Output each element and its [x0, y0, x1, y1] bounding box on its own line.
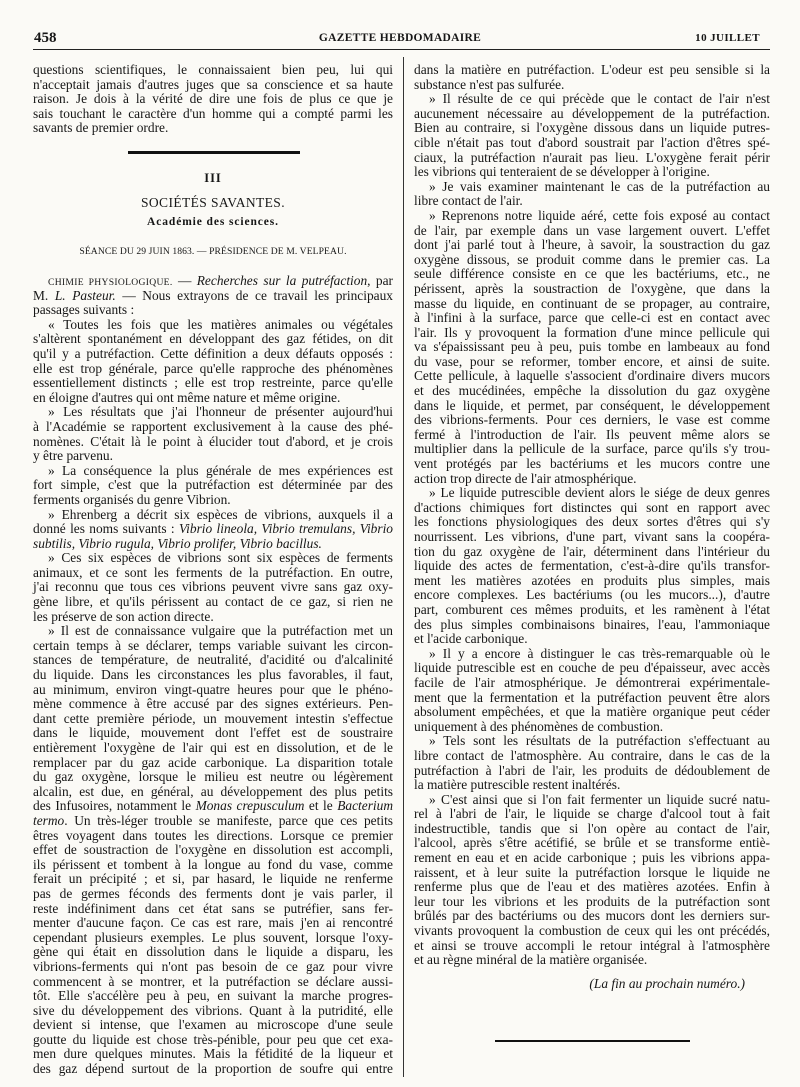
- line-text: rement en eau et en acide carbonique ; puis les vibrions appa-: [414, 850, 770, 866]
- text-line: [33, 726, 393, 741]
- line-text: [33, 813, 393, 828]
- text-line: [414, 297, 770, 312]
- text-run: — Nous extrayons de ce travail les principaux: [115, 287, 393, 303]
- text-line: [33, 347, 393, 362]
- text-line: [33, 362, 393, 377]
- text-line: [414, 340, 770, 355]
- line-text: » Les résultats que j'ai l'honneur de présenter aujourd'hui: [48, 404, 393, 420]
- text-line: [33, 391, 393, 406]
- text-line: [414, 326, 770, 341]
- line-text: qu'il y a putréfaction. Cette définition a deux défauts opposés :: [33, 345, 393, 361]
- line-text: et l'acide carbonique.: [414, 631, 528, 647]
- line-text: part, comburent ces mêmes produits, et les ramènent à l'état: [414, 601, 770, 617]
- line-text: l'air. Ils y provoquent la formation d'une mince pellicule qui: [414, 324, 770, 340]
- line-text: et ainsi se trouve accompli le retour intégral à l'atmosphère: [414, 937, 770, 953]
- text-line: [33, 872, 393, 887]
- text-line: [414, 632, 770, 647]
- line-text: cible n'était pas tout d'abord soustrait par l'action d'êtres spé-: [414, 134, 770, 150]
- text-line: [33, 274, 393, 289]
- line-text: devient si intense, que l'examen au microscope d'une seule: [33, 1017, 393, 1033]
- paragraph: [414, 92, 770, 180]
- end-rule: [495, 1040, 690, 1042]
- text-line: [33, 975, 393, 990]
- line-text: à l'infini à la surface, parce que celle-ci est en contact avec: [414, 310, 770, 326]
- italic-text: L. Pasteur.: [54, 287, 116, 303]
- line-text: et des mucédinées, empêche la dissolution du gaz oxygène: [414, 383, 770, 399]
- line-text: » Le liquide putrescible devient alors le siége de deux genres: [429, 485, 770, 501]
- line-text: » Il est de connaissance vulgaire que la putréfaction met un: [48, 623, 393, 639]
- continuation-note: (La fin au prochain numéro.): [589, 975, 745, 991]
- text-line: [414, 953, 770, 968]
- text-line: [414, 909, 770, 924]
- text-line: [414, 413, 770, 428]
- line-text: s'altèrent spontanément en développant des gaz fétides, on dit: [33, 331, 393, 347]
- text-line: [414, 939, 770, 954]
- text-line: [33, 420, 393, 435]
- text-run: , par: [367, 273, 394, 288]
- text-line: [33, 916, 393, 931]
- italic-text: subtilis, Vibrio rugula, Vibrio prolifer, Vibrio bacillus.: [33, 535, 322, 551]
- text-line: [414, 369, 770, 384]
- text-line: [33, 435, 393, 450]
- text-line: [414, 515, 770, 530]
- italic-text: Bacterium: [337, 798, 393, 814]
- text-line: [414, 851, 770, 866]
- text-line: [414, 734, 770, 749]
- line-text: [33, 536, 322, 551]
- line-text: tôt. Elle s'accélère peu à peu, en suivant la marche progres-: [33, 988, 393, 1004]
- text-line: [33, 624, 393, 639]
- line-text: la matière putrescible restent inaltérés.: [414, 777, 621, 793]
- line-text: gène qui était en dissolution dans le liquide a disparu, les: [33, 944, 393, 960]
- paragraph: [33, 551, 393, 624]
- line-text: pas de germes féconds des ferments dont je vais parler, il: [33, 885, 393, 901]
- text-line: [33, 464, 393, 479]
- line-text: » La conséquence la plus générale de mes expériences est: [48, 462, 393, 478]
- text-line: [33, 814, 393, 829]
- line-text: du gaz oxygène, lorsque le milieu est neutre ou légèrement: [33, 769, 393, 785]
- text-line: [33, 653, 393, 668]
- line-text: indestructible, tandis que si l'on opère au contact de l'air,: [414, 820, 770, 836]
- line-text: remplacer par du gaz acide carbonique. La disparition totale: [33, 754, 393, 770]
- line-text: renferme plus que de l'eau et des matières azotées. Enfin à: [414, 879, 770, 895]
- text-line: [414, 559, 770, 574]
- text-line: [33, 537, 393, 552]
- text-line: [33, 989, 393, 1004]
- line-text: en éloigne d'autres qui ont même nature et même origine.: [33, 389, 341, 405]
- paragraph: [33, 464, 393, 508]
- text-line: [414, 355, 770, 370]
- text-run: des Infusoires, notamment le: [33, 798, 196, 814]
- paragraph: [33, 318, 393, 406]
- line-text: aucunement nécessaire au développement de la putréfaction.: [414, 105, 770, 121]
- text-line: [33, 756, 393, 771]
- text-line: [414, 618, 770, 633]
- line-text: dans le liquide, et permet, par conséquent, le développement: [414, 397, 770, 413]
- text-line: [33, 522, 393, 537]
- line-text: » C'est ainsi que si l'on fait fermenter un liquide sucré natu-: [429, 791, 770, 807]
- text-line: [414, 63, 770, 78]
- right-column: [414, 63, 770, 991]
- text-line: [414, 924, 770, 939]
- text-line: [33, 289, 393, 304]
- text-line: [414, 457, 770, 472]
- text-line: [33, 449, 393, 464]
- text-line: [414, 209, 770, 224]
- line-text: du liquide. Dans les circonstances les plus favorables, il faut,: [33, 667, 393, 683]
- paragraph: [414, 734, 770, 792]
- line-text: dans le liquide, mouvement dont l'effet est de soustraire: [33, 725, 393, 741]
- paragraph: [414, 209, 770, 486]
- text-run: —: [172, 273, 197, 288]
- text-line: [33, 78, 393, 93]
- text-run: donné les noms suivants :: [33, 521, 179, 537]
- line-text: animaux, et ce sont les ferments de la putréfaction. En outre,: [33, 564, 393, 580]
- text-line: [33, 1062, 393, 1077]
- paragraph: [414, 486, 770, 647]
- line-text: Bien au contraire, si l'oxygène dissous dans un liquide putres-: [414, 120, 770, 136]
- line-text: Cette pellicule, à laquelle s'associent d'ordinaire divers mucors: [414, 368, 770, 384]
- line-text: nourrissent. Les vibrions, d'une part, vivant sans la coopéra-: [414, 529, 770, 544]
- line-text: d'actions chimiques fort distinctes qui sont en rapport avec: [414, 499, 770, 515]
- right-column-article-body: [414, 92, 770, 968]
- line-text: putréfaction à l'abri de l'air, les produits de dédoublement de: [414, 762, 770, 778]
- paragraph: [414, 647, 770, 735]
- text-line: [414, 92, 770, 107]
- line-text: j'ai reconnu que tous ces vibrions peuvent vivre sans gaz oxy-: [33, 579, 393, 595]
- text-line: [33, 92, 393, 107]
- issue-date: 10 JUILLET: [695, 32, 760, 44]
- line-text: liquide des actes de fermentation, c'est-à-dire qu'ils transfor-: [414, 558, 770, 574]
- text-line: [414, 588, 770, 603]
- text-line: [414, 822, 770, 837]
- line-text: brûlés par des bactériums ou des mucors dont les derniers sur-: [414, 908, 770, 924]
- left-column-article-body: [33, 274, 393, 1077]
- line-text: stances de température, de neutralité, d'acidité ou d'alcalinité: [33, 652, 393, 668]
- line-text: et au règne minéral de la matière organisée.: [414, 952, 648, 968]
- text-line: [33, 741, 393, 756]
- text-line: [414, 793, 770, 808]
- line-text: êtres voyagent dans toutes les directions. Lorsque ce premier: [33, 827, 393, 843]
- line-text: » Il résulte de ce qui précède que le contact de l'air n'est: [429, 91, 770, 107]
- left-column-continued-text: [33, 63, 393, 136]
- text-line: [33, 902, 393, 917]
- line-text: des plus simples combinaisons binaires, l'eau, l'ammoniaque: [414, 616, 770, 632]
- line-text: les préserve de son action directe.: [33, 608, 214, 624]
- section-divider-rule: [128, 151, 300, 154]
- text-line: [414, 764, 770, 779]
- text-run: . Un très-léger trouble se manifeste, parce que ces petits: [64, 812, 393, 828]
- line-text: questions scientifiques, le connaissaient bien peu, lui qui: [33, 62, 393, 77]
- session-line: SÉANCE DU 29 JUIN 1863. — PRÉSIDENCE DE M. VELPEAU.: [79, 246, 347, 257]
- line-text: » Il y a encore à distinguer le cas très-remarquable où le: [429, 645, 770, 661]
- line-text: » Ces six espèces de vibrions sont six espèces de ferments: [48, 550, 393, 566]
- text-line: [414, 311, 770, 326]
- line-text: n'acceptait jamais d'autres juges que sa conscience et sa haute: [33, 76, 393, 92]
- text-line: [33, 843, 393, 858]
- paragraph: [33, 624, 393, 1076]
- text-line: [33, 107, 393, 122]
- smallcaps-text: CHIMIE PHYSIOLOGIQUE.: [48, 277, 173, 288]
- text-line: [414, 78, 770, 93]
- text-line: [33, 931, 393, 946]
- text-line: [33, 683, 393, 698]
- paragraph: [33, 274, 393, 318]
- text-line: [414, 472, 770, 487]
- text-line: [414, 501, 770, 516]
- line-text: les fonctions physiologiques des deux sortes d'êtres qui s'y: [414, 514, 770, 530]
- paragraph: [33, 63, 393, 136]
- text-line: [414, 647, 770, 662]
- paragraph: [33, 405, 393, 463]
- text-line: [33, 405, 393, 420]
- line-text: oxygène dissous, se produit comme dans le premier cas. La: [414, 251, 770, 267]
- text-line: [414, 107, 770, 122]
- text-line: [33, 121, 393, 136]
- text-line: [33, 508, 393, 523]
- text-line: [414, 574, 770, 589]
- page-number: 458: [34, 30, 57, 46]
- line-text: ciaux, la putréfaction n'aurait pas lieu. L'oxygène ferait périr: [414, 149, 770, 165]
- line-text: libre contact de l'atmosphère. Au contraire, dans le cas de la: [414, 747, 770, 763]
- section-title: SOCIÉTÉS SAVANTES.: [141, 195, 285, 210]
- text-line: [414, 545, 770, 560]
- line-text: des vibrions-ferments. Pour ces derniers, le vase est comme: [414, 412, 770, 428]
- text-line: [414, 676, 770, 691]
- text-line: [414, 880, 770, 895]
- text-line: [414, 399, 770, 414]
- text-line: [414, 165, 770, 180]
- text-line: [33, 376, 393, 391]
- text-line: [33, 945, 393, 960]
- line-text: [33, 798, 393, 813]
- line-text: rel à l'abri de l'air, le liquide se charge d'alcool tout à fait: [414, 806, 770, 822]
- text-line: [33, 493, 393, 508]
- line-text: savants de premier ordre.: [33, 120, 169, 136]
- line-text: entièrement l'oxygène de l'air qui est en dissolution, et de le: [33, 740, 393, 755]
- text-line: [414, 749, 770, 764]
- newspaper-title: GAZETTE HEBDOMADAIRE: [318, 32, 482, 44]
- text-line: [414, 428, 770, 443]
- line-text: va s'épaississant peu à peu, puis tombe en lambeaux au fond: [414, 339, 770, 355]
- text-line: [414, 661, 770, 676]
- line-text: masse du liquide, en continuant de se propager, au contraire,: [414, 295, 770, 311]
- line-text: alcalin, est due, en général, au développement des plus petits: [33, 783, 393, 799]
- text-line: [33, 668, 393, 683]
- text-line: [414, 180, 770, 195]
- italic-text: Recherches sur la putréfaction: [196, 273, 368, 288]
- line-text: ment les matières azotées en produits plus simples, mais: [414, 572, 770, 588]
- text-line: [414, 136, 770, 151]
- line-text: des gaz dépend surtout de la proportion de soufre qui entre: [33, 1061, 393, 1077]
- line-text: dans la matière en putréfaction. L'odeur est peu sensible si la: [414, 62, 770, 77]
- line-text: commencent à se montrer, et la putréfaction se déclare aussi-: [33, 973, 393, 989]
- paragraph: [414, 793, 770, 968]
- text-line: [414, 778, 770, 793]
- line-text: uniquement à des phénomènes de combustion.: [414, 718, 664, 734]
- text-run: et le: [304, 798, 338, 814]
- line-text: menter d'aucune façon. Ce cas est rare, mais j'en ai rencontré: [33, 915, 393, 931]
- text-line: [33, 1047, 393, 1062]
- line-text: ferait un précipité ; et si, par hasard, le liquide ne renferme: [33, 871, 393, 887]
- text-line: [414, 705, 770, 720]
- line-text: leur tour les vibrions et les produits de la putréfaction sont: [414, 893, 770, 909]
- line-text: périssent, après la soustraction de l'oxygène, que dans la: [414, 280, 770, 296]
- text-line: [414, 486, 770, 501]
- line-text: certain temps à se déclarer, temps variable suivant les circon-: [33, 637, 393, 653]
- line-text: absolument empêchées, et que la matière organique peut céder: [414, 704, 770, 720]
- text-line: [33, 858, 393, 873]
- text-line: [414, 224, 770, 239]
- italic-text: Monas crepusculum: [195, 798, 305, 814]
- paragraph: [414, 63, 770, 92]
- line-text: seule différence consiste en ce que les bactériums, etc., ne: [414, 266, 770, 282]
- paragraph: [414, 180, 770, 209]
- line-text: essentiellement distincts ; elle est trop restreinte, parce qu'elle: [33, 375, 393, 391]
- line-text: [33, 288, 393, 303]
- line-text: raison. Je dois à la vérité de dire une fois de plus ce que je: [33, 91, 393, 107]
- text-line: [33, 829, 393, 844]
- line-text: » Ehrenberg a décrit six espèces de vibrions, auxquels il a: [48, 506, 393, 522]
- text-line: [414, 530, 770, 545]
- line-text: libre contact de l'air.: [414, 193, 523, 209]
- italic-text: Vibrio lineola, Vibrio tremulans, Vibrio: [178, 521, 393, 537]
- section-number: III: [204, 171, 222, 185]
- column-divider: [403, 57, 404, 1077]
- line-text: au minimum, environ vingt-quatre heures pour que le phéno-: [33, 681, 393, 697]
- line-text: ils périssent et tombent à la longue au fond du vase, comme: [33, 856, 393, 872]
- text-line: [33, 566, 393, 581]
- text-line: [33, 785, 393, 800]
- line-text: raissent, et à leur suite la putréfaction lorsque le liquide ne: [414, 864, 770, 880]
- text-run: M.: [33, 287, 55, 303]
- line-text: y être parvenu.: [33, 448, 113, 464]
- text-line: [414, 384, 770, 399]
- line-text: de l'air, par exemple dans un vase largement ouvert. L'effet: [414, 222, 770, 238]
- line-text: passages suivants :: [33, 302, 135, 318]
- paragraph: [33, 508, 393, 552]
- text-line: [414, 836, 770, 851]
- line-text: » Je vais examiner maintenant le cas de la putréfaction au: [429, 178, 770, 194]
- line-text: fort simple, c'est que la putréfaction est déterminée par des: [33, 477, 393, 493]
- line-text: sais touchant le caractère d'un homme qui a compté parmi les: [33, 105, 393, 121]
- line-text: dant cette première période, un mouvement intestin s'effectue: [33, 710, 393, 726]
- text-line: [414, 282, 770, 297]
- line-text: liquide putrescible est en couche de peu d'épaisseur, avec accès: [414, 660, 770, 676]
- line-text: facile de l'air atmosphérique. Je démontrerai expérimentale-: [414, 674, 770, 690]
- line-text: » Reprenons notre liquide aéré, cette fois exposé au contact: [429, 207, 770, 223]
- line-text: vivants provoquent la combustion de ceux qui les ont précédés,: [414, 923, 770, 939]
- text-line: [414, 253, 770, 268]
- line-text: mène commence à être accusé par des signes extérieurs. Pen-: [33, 696, 393, 712]
- text-line: [33, 332, 393, 347]
- line-text: « Toutes les fois que les matières animales ou végétales: [48, 316, 393, 332]
- text-line: [414, 194, 770, 209]
- line-text: vibrions-ferments qui n'ont pas besoin de ce gaz pour vivre: [33, 958, 393, 974]
- line-text: ment que la fermentation et la putréfaction peuvent être alors: [414, 689, 770, 705]
- line-text: les vibrions qui tenteraient de se développer à l'origine.: [414, 164, 710, 180]
- text-line: [414, 121, 770, 136]
- line-text: ferments organisés du genre Vibrion.: [33, 491, 231, 507]
- text-line: [33, 610, 393, 625]
- line-text: action trop directe de l'air atmosphérique.: [414, 470, 637, 486]
- text-line: [414, 151, 770, 166]
- text-line: [33, 318, 393, 333]
- text-line: [414, 603, 770, 618]
- header-rule: [33, 49, 770, 50]
- line-text: substance n'est pas sulfurée.: [414, 76, 565, 92]
- text-line: [33, 697, 393, 712]
- text-line: [33, 1033, 393, 1048]
- line-text: [48, 273, 393, 288]
- line-text: du vase, pour se reformer, tomber encore, et ainsi de suite.: [414, 353, 770, 369]
- text-line: [414, 267, 770, 282]
- text-line: [414, 720, 770, 735]
- text-line: [33, 799, 393, 814]
- text-line: [33, 960, 393, 975]
- line-text: gène libre, et qu'ils périssent au contact de ce gaz, si rien ne: [33, 594, 393, 610]
- line-text: nomènes. C'était là le point à élucider tout d'abord, et je crois: [33, 433, 393, 449]
- text-line: [33, 1018, 393, 1033]
- line-text: encore complexes. Les bactériums (ou les mucors...), d'autre: [414, 587, 770, 603]
- line-text: » Tels sont les résultats de la putréfaction s'effectuant au: [429, 733, 770, 749]
- line-text: tion du gaz oxygène de l'air, déterminent dans l'intérieur du: [414, 543, 770, 559]
- text-line: [414, 691, 770, 706]
- line-text: fermé à l'introduction de l'air. Ils peuvent même alors se: [414, 426, 770, 442]
- line-text: elle est trop générale, parce qu'elle rapproche des phénomènes: [33, 360, 393, 376]
- text-line: [33, 770, 393, 785]
- text-line: [33, 595, 393, 610]
- line-text: reste indéfiniment dans cet état sans se putréfier, sans fer-: [33, 900, 393, 916]
- right-column-continued-text: [414, 63, 770, 92]
- text-line: [33, 551, 393, 566]
- section-subtitle: Académie des sciences.: [147, 216, 279, 228]
- line-text: cependant plusieurs exemples. Le plus souvent, lorsque l'oxy-: [33, 929, 393, 945]
- italic-text: termo: [33, 812, 65, 828]
- line-text: goutte du liquide est chose très-pénible, pour peu que cet exa-: [33, 1031, 393, 1047]
- text-line: [414, 442, 770, 457]
- text-line: [33, 478, 393, 493]
- line-text: sive du développement des vibrions. Quant à la putridité, elle: [33, 1002, 393, 1018]
- text-line: [414, 807, 770, 822]
- line-text: effet de soustraction de l'oxygène en dissolution est accompli,: [33, 842, 393, 858]
- line-text: [33, 521, 393, 536]
- text-line: [33, 580, 393, 595]
- text-line: [414, 895, 770, 910]
- text-line: [33, 712, 393, 727]
- text-line: [33, 639, 393, 654]
- line-text: dont j'ai parlé tout à l'heure, à savoir, la soustraction du gaz: [414, 237, 770, 253]
- line-text: vent protégés par les bactériums et les mucors contre une: [414, 456, 770, 472]
- text-line: [33, 1004, 393, 1019]
- line-text: l'alcool, après s'être acétifié, se brûle et se transforme entiè-: [414, 835, 770, 851]
- line-text: multiplier dans la pellicule de la surface, parce qu'ils s'y trou-: [414, 441, 770, 457]
- text-line: [414, 866, 770, 881]
- text-line: [33, 63, 393, 78]
- text-line: [33, 303, 393, 318]
- text-line: [33, 887, 393, 902]
- line-text: men dure quelques minutes. Mais la fétidité de la liqueur et: [33, 1046, 393, 1062]
- text-line: [414, 238, 770, 253]
- line-text: à l'Académie se rapportent exclusivement à la cause des phé-: [33, 418, 393, 434]
